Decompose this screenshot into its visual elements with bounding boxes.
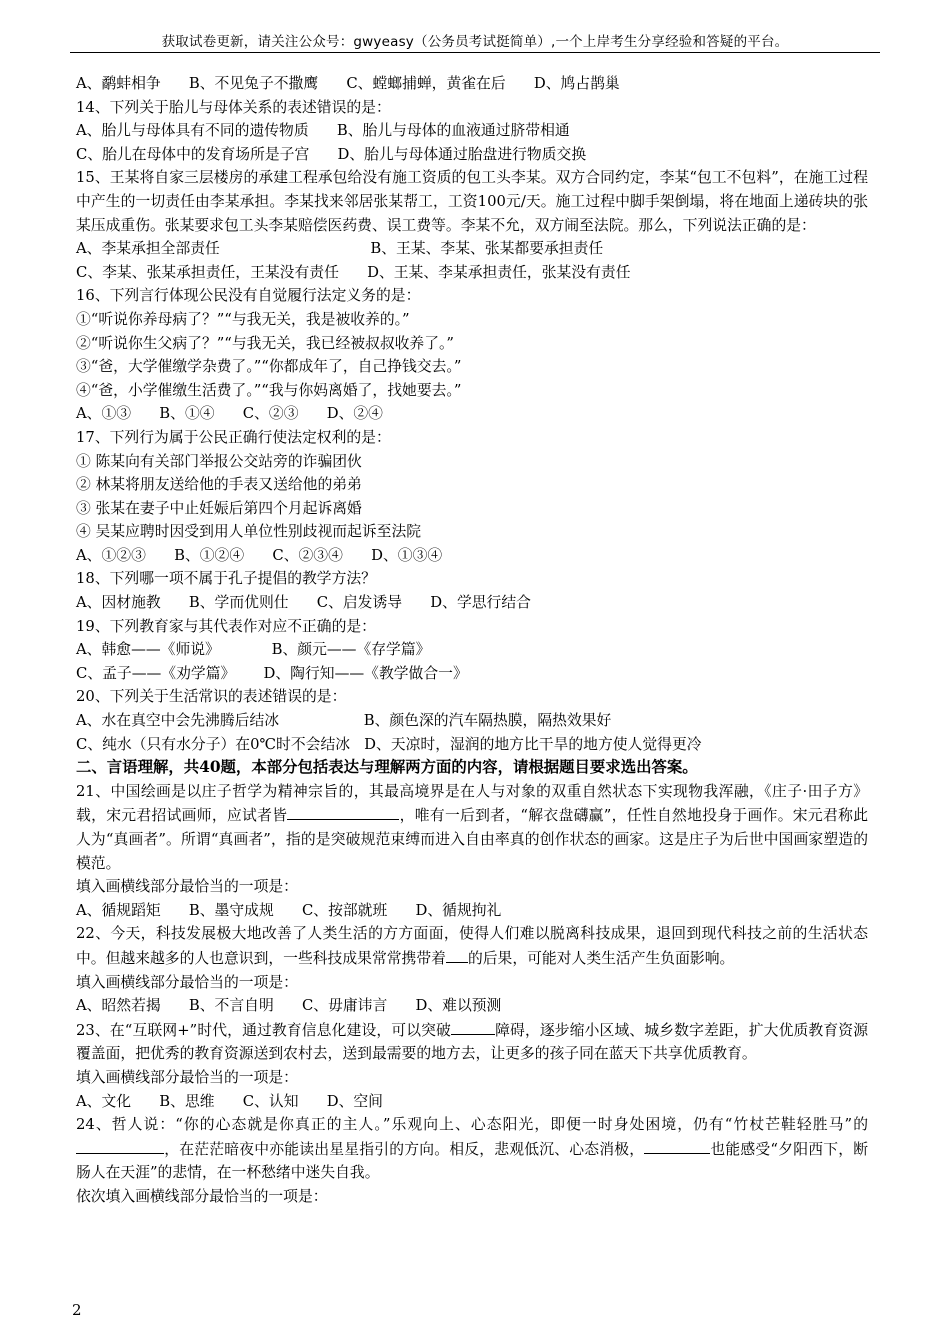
answer-blank bbox=[446, 946, 468, 963]
q21-text-1: 21、中国绘画是以庄子哲学为精神宗旨的，其最高境界是在人与对象的双重自然状态下实现物我浑融，《庄子·田子方》载，宋元君招试画师，应试者皆 bbox=[76, 782, 868, 825]
q17-item-4: ④ 吴某应聘时因受到用人单位性别歧视而起诉至法院 bbox=[76, 523, 422, 541]
answer-blank bbox=[451, 1018, 495, 1035]
q22-text-2: 的后果，可能对人类生活产生负面影响。 bbox=[467, 949, 735, 967]
header-notice: 获取试卷更新，请关注公众号：gwyeasy（公务员考试挺简单）,一个上岸考生分享经验和答疑的平台。 bbox=[161, 34, 789, 50]
header-rule bbox=[70, 52, 880, 53]
q22-options: A、昭然若揭 B、不言自明 C、毋庸讳言 D、难以预测 bbox=[76, 997, 502, 1015]
q19-stem: 19、下列教育家与其代表作对应不正确的是： bbox=[76, 617, 376, 635]
q22-instruction: 填入画横线部分最恰当的一项是： bbox=[76, 973, 298, 991]
q17-item-2: ② 林某将朋友送给他的手表又送给他的弟弟 bbox=[76, 476, 362, 494]
q14-options-ab: A、胎儿与母体具有不同的遗传物质 B、胎儿与母体的血液通过脐带相通 bbox=[76, 122, 570, 140]
q16-item-4: ④“爸，小学催缴生活费了。”“我与你妈离婚了，找她要去。” bbox=[76, 381, 462, 399]
q21-text-2: ，唯有一后到者，“解衣盘礴赢”，任性自然地投身于画作。宋元君称此人为“真画者”。所谓“真画者”，指的是突破规范束缚而进入自由率真的创作状态的画家。这是庄子为后世中国画家塑造的模范。 bbox=[76, 807, 868, 872]
q23-options: A、文化 B、思维 C、认知 D、空间 bbox=[76, 1092, 383, 1110]
q14-stem: 14、下列关于胎儿与母体关系的表述错误的是： bbox=[76, 98, 391, 116]
q20-options-cd: C、纯水（只有水分子）在0℃时不会结冰 D、天凉时，湿润的地方比干旱的地方使人觉得更冷 bbox=[76, 735, 702, 753]
q24-text-2: ，在茫茫暗夜中亦能读出星星指引的方向。相反，悲观低沉、心态消极， bbox=[164, 1140, 645, 1158]
q19-options-ab: A、韩愈——《师说》 B、颜元——《存学篇》 bbox=[76, 641, 431, 659]
q21-options: A、循规蹈矩 B、墨守成规 C、按部就班 D、循规拘礼 bbox=[76, 901, 502, 919]
q23-text-2: 障碍，逐步缩小区域、城乡数字差距，扩大优质教育资源覆盖面，把优秀的教育资源送到农村去，送到最需要的地方去，让更多的孩子同在蓝天下共享优质教育。 bbox=[76, 1021, 868, 1063]
q24-stem bbox=[76, 1113, 868, 1185]
q16-item-2: ②“听说你生父病了？”“与我无关，我已经被叔叔收养了。” bbox=[76, 334, 454, 352]
q24-text-3: 也能感受“夕阳西下，断肠人在天涯”的悲情，在一杯愁绪中迷失自我。 bbox=[76, 1140, 868, 1182]
q17-item-1: ① 陈某向有关部门举报公交站旁的诈骗团伙 bbox=[76, 452, 362, 470]
q16-options: A、①③ B、①④ C、②③ D、②④ bbox=[76, 405, 383, 423]
q20-options-ab: A、水在真空中会先沸腾后结冰 B、颜色深的汽车隔热膜，隔热效果好 bbox=[76, 712, 612, 730]
q16-item-1: ①“听说你养母病了？”“与我无关，我是被收养的。” bbox=[76, 310, 410, 328]
q23-text-1: 23、在“互联网+”时代，通过教育信息化建设，可以突破 bbox=[76, 1021, 451, 1039]
q14-options-cd: C、胎儿在母体中的发育场所是子宫 D、胎儿与母体通过胎盘进行物质交换 bbox=[76, 145, 587, 163]
q16-stem: 16、下列言行体现公民没有自觉履行法定义务的是： bbox=[76, 287, 421, 305]
q22-stem bbox=[76, 922, 868, 970]
q24-text-1: 24、哲人说：“你的心态就是你真正的主人。”乐观向上、心态阳光，即便一时身处困境，仍有“竹杖芒鞋轻胜马”的 bbox=[76, 1116, 868, 1134]
q13-options: A、鹬蚌相争 B、不见兔子不撒鹰 C、螳螂捕蝉，黄雀在后 D、鸠占鹊巢 bbox=[76, 75, 620, 92]
page-content bbox=[76, 72, 868, 1209]
q17-stem: 17、下列行为属于公民正确行使法定权利的是： bbox=[76, 428, 391, 446]
q21-instruction: 填入画横线部分最恰当的一项是： bbox=[76, 878, 298, 896]
q16-item-3: ③“爸，大学催缴学杂费了。”“你都成年了，自己挣钱交去。” bbox=[76, 358, 462, 376]
q18-options: A、因材施教 B、学而优则仕 C、启发诱导 D、学思行结合 bbox=[76, 594, 531, 612]
answer-blank bbox=[644, 1137, 710, 1154]
answer-blank bbox=[76, 1137, 164, 1154]
q17-item-3: ③ 张某在妻子中止妊娠后第四个月起诉离婚 bbox=[76, 499, 362, 517]
q23-instruction: 填入画横线部分最恰当的一项是： bbox=[76, 1068, 298, 1086]
q15-stem: 15、王某将自家三层楼房的承建工程承包给没有施工资质的包工头李某。双方合同约定，李某“包工不包料”，在施工过程中产生的一切责任由李某承担。李某找来邻居张某帮工，工资100元/天。施工过程中脚手架倒塌，将在地面上递砖块的张某压成重伤。张某要求包工头李某赔偿医药费、误工费等。李某不允，双方闹至法院。那么，下列说法正确的是： bbox=[76, 169, 868, 234]
q21-stem bbox=[76, 780, 868, 875]
q24-instruction: 依次填入画横线部分最恰当的一项是： bbox=[76, 1187, 328, 1205]
answer-blank bbox=[287, 803, 399, 820]
q23-stem bbox=[76, 1018, 868, 1066]
q15-options-cd: C、李某、张某承担责任，王某没有责任 D、王某、李某承担责任，张某没有责任 bbox=[76, 263, 631, 281]
q18-stem: 18、下列哪一项不属于孔子提倡的教学方法？ bbox=[76, 570, 376, 588]
q20-stem: 20、下列关于生活常识的表述错误的是： bbox=[76, 688, 347, 706]
page-number: 2 bbox=[72, 1301, 82, 1319]
section-heading: 二、言语理解，共40题，本部分包括表达与理解两方面的内容，请根据题目要求选出答案。 bbox=[76, 758, 698, 777]
q22-text-1: 22、今天，科技发展极大地改善了人类生活的方方面面，使得人们难以脱离科技成果，退回到现代科技之前的生活状态中。但越来越多的人也意识到，一些科技成果常常携带着 bbox=[76, 925, 868, 967]
q17-options: A、①②③ B、①②④ C、②③④ D、①③④ bbox=[76, 546, 443, 564]
q19-options-cd: C、孟子——《劝学篇》 D、陶行知——《教学做合一》 bbox=[76, 664, 468, 682]
q15-options-ab: A、李某承担全部责任 B、王某、李某、张某都要承担责任 bbox=[76, 240, 604, 258]
